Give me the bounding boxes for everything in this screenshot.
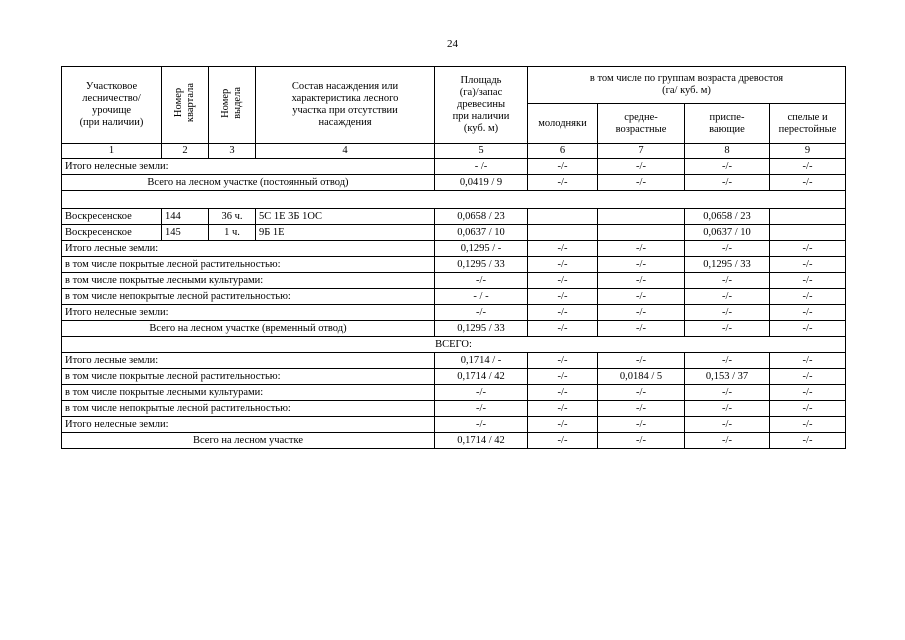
value-cell: -/-	[528, 321, 598, 337]
header-line: Состав насаждения или	[291, 81, 399, 92]
row-label: Итого нелесные земли:	[62, 417, 435, 433]
value-cell: -/-	[598, 289, 685, 305]
value-cell: -/-	[685, 321, 770, 337]
summary-row	[62, 159, 846, 175]
value-cell: -/-	[770, 433, 846, 449]
header-age-groups	[528, 67, 846, 104]
header-plot	[209, 67, 256, 144]
header-forestry	[62, 67, 162, 144]
summary-row	[62, 353, 846, 369]
value-cell: -/-	[528, 241, 598, 257]
value-cell: -/-	[598, 257, 685, 273]
header-line: насаждения	[318, 117, 372, 128]
forest-inventory-table	[61, 66, 846, 449]
quarter-cell: 144	[162, 209, 209, 225]
column-number: 2	[162, 144, 209, 159]
header-line: молодняки	[538, 117, 587, 129]
value-cell: -/-	[770, 353, 846, 369]
value-cell: -/-	[598, 305, 685, 321]
header-line: Площадь	[460, 75, 502, 86]
value-cell	[598, 225, 685, 241]
value-cell: -/-	[685, 353, 770, 369]
value-cell: -/-	[598, 273, 685, 289]
value-cell: 0,1714 / 42	[435, 369, 528, 385]
value-cell: -/-	[685, 385, 770, 401]
summary-row	[62, 321, 846, 337]
summary-row	[62, 401, 846, 417]
row-label: в том числе покрытые лесными культурами:	[62, 385, 435, 401]
value-cell: -/-	[685, 401, 770, 417]
composition-cell: 5С 1Е 3Б 1ОС	[256, 209, 435, 225]
value-cell	[528, 225, 598, 241]
column-number: 5	[435, 144, 528, 159]
value-cell: 0,1295 / 33	[435, 257, 528, 273]
row-label: Всего на лесном участке	[62, 433, 435, 449]
value-cell: -/-	[685, 417, 770, 433]
row-label: Итого лесные земли:	[62, 353, 435, 369]
header-line: приспе-	[709, 111, 745, 123]
value-cell: -/-	[598, 241, 685, 257]
value-cell: -/-	[770, 159, 846, 175]
header-line: урочище	[91, 105, 132, 116]
value-cell: 0,1714 / -	[435, 353, 528, 369]
summary-row	[62, 369, 846, 385]
value-cell: -/-	[435, 417, 528, 433]
header-line: выдела	[232, 87, 243, 119]
value-cell: 0,0419 / 9	[435, 175, 528, 191]
value-cell: -/-	[528, 385, 598, 401]
row-label: Итого нелесные земли:	[62, 159, 435, 175]
value-cell: -/-	[528, 433, 598, 449]
value-cell: -/-	[528, 305, 598, 321]
value-cell: -/-	[528, 353, 598, 369]
row-label: Всего на лесном участке (постоянный отвод)	[62, 175, 435, 191]
value-cell: -/-	[770, 321, 846, 337]
value-cell: -/-	[528, 369, 598, 385]
detail-row	[62, 209, 846, 225]
header-middle-aged	[598, 104, 685, 144]
summary-row	[62, 433, 846, 449]
value-cell: -/-	[770, 241, 846, 257]
value-cell: -/-	[685, 305, 770, 321]
blank-row	[62, 191, 846, 209]
header-line: (га/ куб. м)	[662, 85, 711, 96]
total-heading: ВСЕГО:	[62, 337, 846, 353]
value-cell: -/-	[685, 273, 770, 289]
value-cell: 0,1295 / 33	[435, 321, 528, 337]
value-cell: 0,1714 / 42	[435, 433, 528, 449]
column-number: 8	[685, 144, 770, 159]
value-cell: -/-	[528, 175, 598, 191]
area-cell: 0,0637 / 10	[435, 225, 528, 241]
header-mature	[770, 104, 846, 144]
header-line: средне-	[624, 111, 658, 123]
total-heading-row	[62, 337, 846, 353]
value-cell: -/-	[598, 433, 685, 449]
header-maturing	[685, 104, 770, 144]
header-line: (га)/запас	[459, 87, 503, 98]
header-line: квартала	[185, 83, 196, 123]
header-line: (при наличии)	[79, 117, 144, 128]
header-line: при наличии	[452, 111, 510, 122]
value-cell: 0,153 / 37	[685, 369, 770, 385]
row-label: в том числе покрытые лесной растительностью:	[62, 257, 435, 273]
value-cell	[770, 225, 846, 241]
value-cell: -/-	[770, 417, 846, 433]
value-cell: -/-	[770, 305, 846, 321]
value-cell: 0,1295 / -	[435, 241, 528, 257]
summary-row	[62, 289, 846, 305]
value-cell: -/-	[528, 273, 598, 289]
value-cell: -/-	[528, 401, 598, 417]
forestry-cell: Воскресенское	[62, 209, 162, 225]
column-number: 1	[62, 144, 162, 159]
value-cell: -/-	[770, 401, 846, 417]
value-cell: -/-	[528, 159, 598, 175]
value-cell: 0,0637 / 10	[685, 225, 770, 241]
value-cell: -/-	[685, 289, 770, 305]
header-line: перестойные	[778, 123, 837, 135]
header-composition	[256, 67, 435, 144]
value-cell: -/-	[435, 401, 528, 417]
value-cell: -/-	[770, 385, 846, 401]
value-cell: -/-	[598, 175, 685, 191]
summary-row	[62, 417, 846, 433]
header-line: возрастные	[615, 123, 667, 135]
plot-cell: 36 ч.	[209, 209, 256, 225]
value-cell: -/-	[685, 159, 770, 175]
header-area	[435, 67, 528, 144]
value-cell: -/-	[685, 175, 770, 191]
blank-cell	[62, 191, 846, 209]
column-number: 9	[770, 144, 846, 159]
header-line: вающие	[709, 123, 745, 135]
value-cell: -/-	[685, 241, 770, 257]
header-line: участка при отсутствии	[292, 105, 398, 116]
plot-cell: 1 ч.	[209, 225, 256, 241]
value-cell: -/-	[528, 289, 598, 305]
value-cell: -/-	[598, 321, 685, 337]
value-cell: -/-	[770, 273, 846, 289]
value-cell: -/-	[598, 385, 685, 401]
value-cell: -/-	[435, 385, 528, 401]
summary-row	[62, 257, 846, 273]
header-line: характеристика лесного	[291, 93, 399, 104]
value-cell: 0,0184 / 5	[598, 369, 685, 385]
column-number: 3	[209, 144, 256, 159]
value-cell	[598, 209, 685, 225]
value-cell: -/-	[435, 305, 528, 321]
value-cell: -/-	[770, 257, 846, 273]
value-cell	[528, 209, 598, 225]
area-cell: 0,0658 / 23	[435, 209, 528, 225]
forestry-cell: Воскресенское	[62, 225, 162, 241]
summary-row	[62, 305, 846, 321]
column-number: 7	[598, 144, 685, 159]
composition-cell: 9Б 1Е	[256, 225, 435, 241]
column-number-row	[62, 144, 846, 159]
value-cell: -/-	[435, 273, 528, 289]
detail-row	[62, 225, 846, 241]
header-line: лесничество/	[82, 93, 141, 104]
header-line: Участковое	[85, 81, 138, 92]
value-cell: -/-	[598, 159, 685, 175]
row-label: Итого лесные земли:	[62, 241, 435, 257]
quarter-cell: 145	[162, 225, 209, 241]
header-line: спелые и	[787, 111, 828, 123]
row-label: в том числе непокрытые лесной растительностью:	[62, 401, 435, 417]
value-cell: 0,1295 / 33	[685, 257, 770, 273]
column-number: 6	[528, 144, 598, 159]
summary-row	[62, 273, 846, 289]
value-cell: -/-	[685, 433, 770, 449]
value-cell: -/-	[770, 175, 846, 191]
header-line: (куб. м)	[463, 123, 499, 134]
header-young	[528, 104, 598, 144]
summary-row	[62, 241, 846, 257]
row-label: Всего на лесном участке (временный отвод)	[62, 321, 435, 337]
value-cell: -/-	[598, 353, 685, 369]
header-quarter	[162, 67, 209, 144]
summary-row	[62, 385, 846, 401]
value-cell: -/-	[770, 289, 846, 305]
summary-row	[62, 175, 846, 191]
value-cell: - / -	[435, 289, 528, 305]
row-label: в том числе покрытые лесными культурами:	[62, 273, 435, 289]
page-number: 24	[447, 38, 458, 50]
column-number: 4	[256, 144, 435, 159]
header-line: древесины	[456, 99, 506, 110]
value-cell: -/-	[598, 417, 685, 433]
header-line: Номер	[220, 88, 231, 118]
value-cell: -/-	[528, 417, 598, 433]
row-label: в том числе непокрытые лесной растительностью:	[62, 289, 435, 305]
value-cell: 0,0658 / 23	[685, 209, 770, 225]
value-cell: -/-	[598, 401, 685, 417]
row-label: в том числе покрытые лесной растительностью:	[62, 369, 435, 385]
header-line: Номер	[173, 88, 184, 118]
row-label: Итого нелесные земли:	[62, 305, 435, 321]
value-cell: -/-	[770, 369, 846, 385]
value-cell: -/-	[528, 257, 598, 273]
value-cell	[770, 209, 846, 225]
header-line: в том числе по группам возраста древостоя	[589, 73, 784, 84]
value-cell: - /-	[435, 159, 528, 175]
